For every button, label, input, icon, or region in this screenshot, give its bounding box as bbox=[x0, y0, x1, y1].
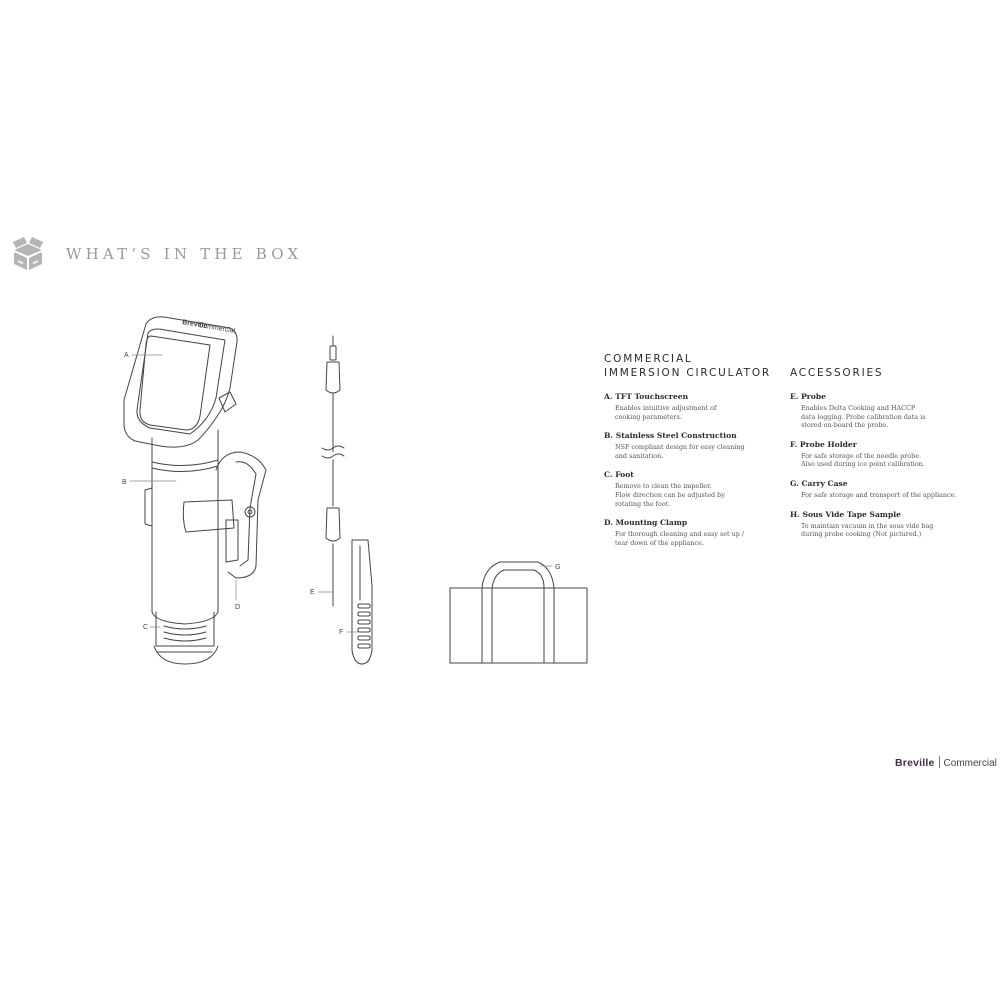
page-title: WHAT’S IN THE BOX bbox=[66, 245, 303, 263]
feature-title: A. TFT Touchscreen bbox=[604, 392, 689, 401]
feature-description: Remove to clean the impeller. Flow direction can be adjusted by rotating the foot. bbox=[615, 482, 725, 508]
feature-title: B. Stainless Steel Construction bbox=[604, 431, 737, 441]
accessory-item bbox=[790, 510, 990, 539]
label-e: E bbox=[310, 589, 315, 596]
feature-item bbox=[604, 470, 784, 508]
probe-holder-illustration bbox=[352, 540, 372, 664]
accessory-description: Enables Delta Cooking and HACCP data logging. Probe calibration data is stored on-board the probe. bbox=[801, 404, 926, 430]
label-g: G bbox=[555, 564, 561, 571]
circulator-heading-line1: COMMERCIAL bbox=[604, 353, 693, 365]
brand-subtitle: Commercial bbox=[943, 758, 997, 769]
label-f: F bbox=[339, 629, 344, 636]
box-icon bbox=[10, 236, 46, 272]
touchscreen bbox=[140, 336, 210, 430]
label-c: C bbox=[143, 624, 149, 631]
carry-case-illustration bbox=[450, 562, 587, 663]
brand-logo bbox=[895, 751, 997, 770]
feature-item bbox=[604, 392, 784, 421]
circulator-illustration bbox=[124, 317, 266, 664]
feature-title: D. Mounting Clamp bbox=[604, 518, 688, 528]
accessory-item bbox=[790, 440, 990, 469]
accessory-description: For safe storage of the needle probe. Also used during ice point calibration. bbox=[801, 451, 925, 469]
accessory-description: For safe storage and transport of the appliance. bbox=[801, 490, 957, 499]
circulator-heading-line2: IMMERSION CIRCULATOR bbox=[604, 367, 772, 379]
accessory-title: H. Sous Vide Tape Sample bbox=[790, 509, 901, 519]
accessory-title: G. Carry Case bbox=[790, 478, 848, 488]
circulator-section bbox=[604, 352, 784, 557]
label-b: B bbox=[122, 479, 127, 486]
brand-name: Breville bbox=[895, 757, 935, 769]
accessory-item bbox=[790, 392, 990, 430]
feature-item bbox=[604, 431, 784, 460]
feature-item bbox=[604, 518, 784, 547]
circulator-heading bbox=[604, 352, 784, 380]
accessories-section bbox=[790, 352, 990, 549]
accessory-description: To maintain vacuum in the sous vide bag during probe cooking (Not pictured.) bbox=[801, 521, 934, 539]
brand-divider bbox=[939, 756, 940, 768]
accessory-title: E. Probe bbox=[790, 392, 826, 401]
label-d: D bbox=[235, 604, 241, 611]
feature-description: For thorough cleaning and easy set up / tear down of the appliance. bbox=[615, 530, 745, 547]
device-brand-label: Breville bbox=[181, 319, 208, 330]
feature-title: C. Foot bbox=[604, 470, 634, 480]
probe-illustration bbox=[322, 336, 344, 606]
feature-description: NSF compliant design for easy cleaning and sanitation. bbox=[615, 443, 745, 460]
feature-description: Enables intuitive adjustment of cooking parameters. bbox=[615, 404, 717, 421]
accessory-title: F. Probe Holder bbox=[790, 439, 857, 449]
accessories-heading: ACCESSORIES bbox=[790, 367, 884, 379]
accessory-item bbox=[790, 479, 990, 500]
device-sub-label: Commercial bbox=[197, 322, 236, 335]
product-illustration bbox=[110, 300, 600, 680]
label-a: A bbox=[124, 352, 129, 359]
